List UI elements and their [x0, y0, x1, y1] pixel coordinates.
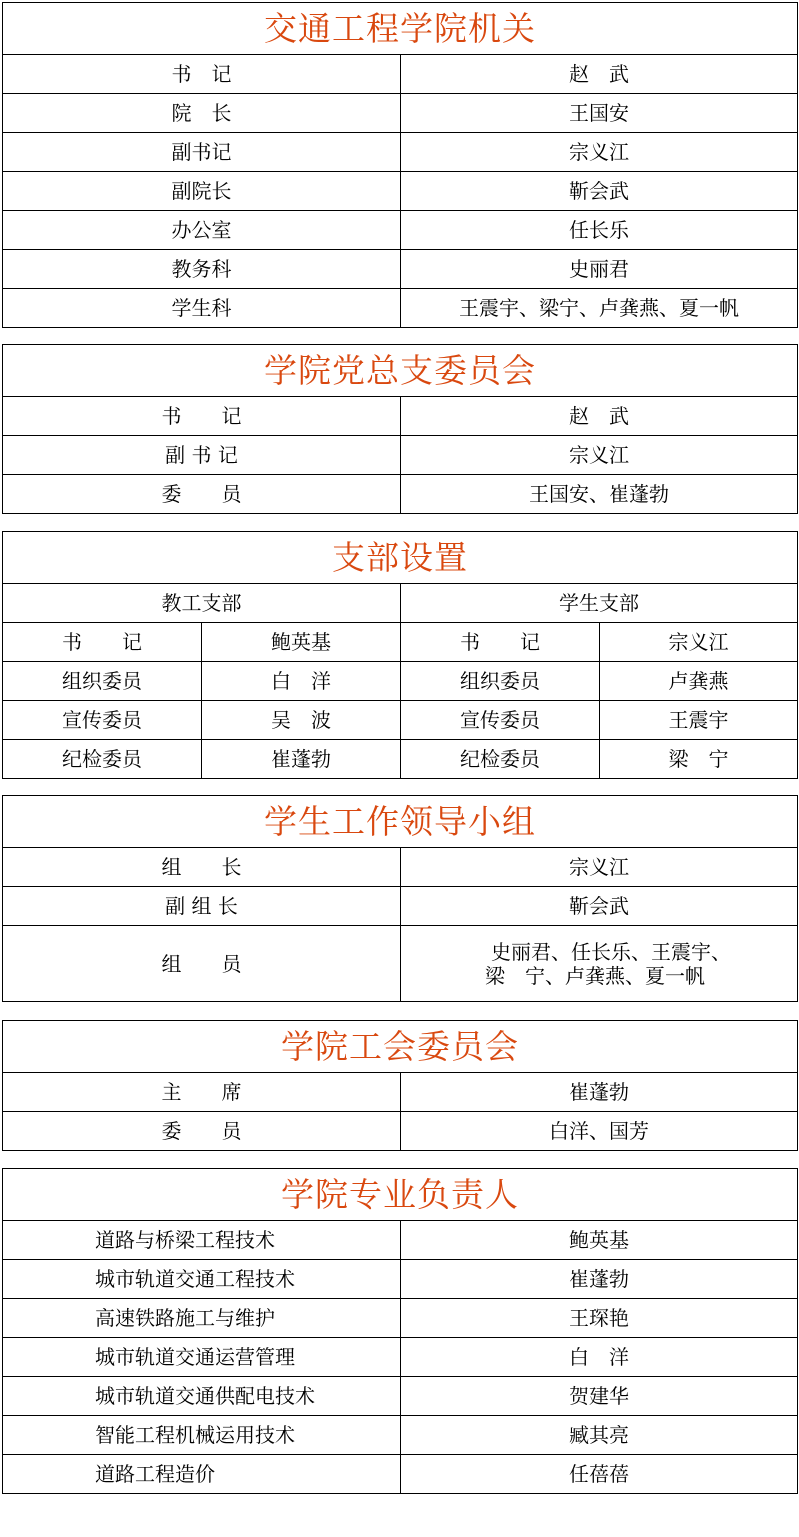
name-cell: 王震宇、梁宁、卢龚燕、夏一帆	[401, 289, 798, 328]
role-cell: 组 长	[3, 848, 401, 887]
name-cell: 白 洋	[202, 662, 401, 701]
major-cell: 城市轨道交通供配电技术	[3, 1377, 401, 1416]
name-cell: 白洋、国芳	[401, 1112, 798, 1151]
branch-title: 支部设置	[3, 532, 798, 584]
role-cell: 书 记	[3, 623, 202, 662]
name-cell: 卢龚燕	[600, 662, 798, 701]
major-cell: 高速铁路施工与维护	[3, 1299, 401, 1338]
name-cell: 赵 武	[401, 397, 798, 436]
name-cell: 靳会武	[401, 172, 798, 211]
role-cell: 副 书 记	[3, 436, 401, 475]
union-table	[2, 1020, 798, 1151]
name-cell: 鲍英基	[202, 623, 401, 662]
name-cell: 靳会武	[401, 887, 798, 926]
majors-title: 学院专业负责人	[3, 1169, 798, 1221]
role-cell: 教务科	[3, 250, 401, 289]
name-cell: 任蓓蓓	[401, 1455, 798, 1494]
name-cell: 王国安	[401, 94, 798, 133]
faculty-branch-header: 教工支部	[3, 584, 401, 623]
role-cell: 书 记	[3, 397, 401, 436]
member-line: 梁 宁、卢龚燕、夏一帆	[485, 963, 705, 988]
name-cell: 崔蓬勃	[202, 740, 401, 779]
name-cell: 吴 波	[202, 701, 401, 740]
role-cell: 组织委员	[401, 662, 600, 701]
role-cell: 宣传委员	[401, 701, 600, 740]
office-table	[2, 2, 798, 328]
name-cell: 鲍英基	[401, 1221, 798, 1260]
student-branch-header: 学生支部	[401, 584, 798, 623]
name-cell: 赵 武	[401, 55, 798, 94]
name-cell: 崔蓬勃	[401, 1073, 798, 1112]
student-work-title: 学生工作领导小组	[3, 796, 798, 848]
name-cell: 白 洋	[401, 1338, 798, 1377]
major-cell: 智能工程机械运用技术	[3, 1416, 401, 1455]
role-cell: 书 记	[3, 55, 401, 94]
role-cell: 主 席	[3, 1073, 401, 1112]
name-cell: 臧其亮	[401, 1416, 798, 1455]
role-cell: 纪检委员	[3, 740, 202, 779]
office-title: 交通工程学院机关	[3, 3, 798, 55]
role-cell: 副院长	[3, 172, 401, 211]
major-cell: 道路工程造价	[3, 1455, 401, 1494]
name-cell: 任长乐	[401, 211, 798, 250]
name-cell: 宗义江	[401, 436, 798, 475]
name-cell: 梁 宁	[600, 740, 798, 779]
name-cell: 王琛艳	[401, 1299, 798, 1338]
role-cell: 委 员	[3, 475, 401, 514]
role-cell: 学生科	[3, 289, 401, 328]
major-cell: 城市轨道交通运营管理	[3, 1338, 401, 1377]
role-cell: 纪检委员	[401, 740, 600, 779]
name-cell: 崔蓬勃	[401, 1260, 798, 1299]
majors-table	[2, 1168, 798, 1494]
union-title: 学院工会委员会	[3, 1021, 798, 1073]
role-cell: 办公室	[3, 211, 401, 250]
member-names-cell	[401, 926, 798, 1002]
branch-table	[2, 531, 798, 779]
member-line: 史丽君、任长乐、王震宇、	[491, 939, 731, 964]
name-cell: 贺建华	[401, 1377, 798, 1416]
major-cell: 道路与桥梁工程技术	[3, 1221, 401, 1260]
role-cell: 副书记	[3, 133, 401, 172]
role-cell: 书 记	[401, 623, 600, 662]
name-cell: 宗义江	[600, 623, 798, 662]
role-cell: 组织委员	[3, 662, 202, 701]
name-cell: 宗义江	[401, 848, 798, 887]
role-cell: 院 长	[3, 94, 401, 133]
student-work-table	[2, 795, 798, 1002]
role-cell: 宣传委员	[3, 701, 202, 740]
name-cell: 王国安、崔蓬勃	[401, 475, 798, 514]
name-cell: 史丽君	[401, 250, 798, 289]
role-cell: 组 员	[3, 926, 401, 1002]
party-committee-title: 学院党总支委员会	[3, 345, 798, 397]
role-cell: 副 组 长	[3, 887, 401, 926]
name-cell: 王震宇	[600, 701, 798, 740]
major-cell: 城市轨道交通工程技术	[3, 1260, 401, 1299]
role-cell: 委 员	[3, 1112, 401, 1151]
name-cell: 宗义江	[401, 133, 798, 172]
party-committee-table	[2, 344, 798, 514]
